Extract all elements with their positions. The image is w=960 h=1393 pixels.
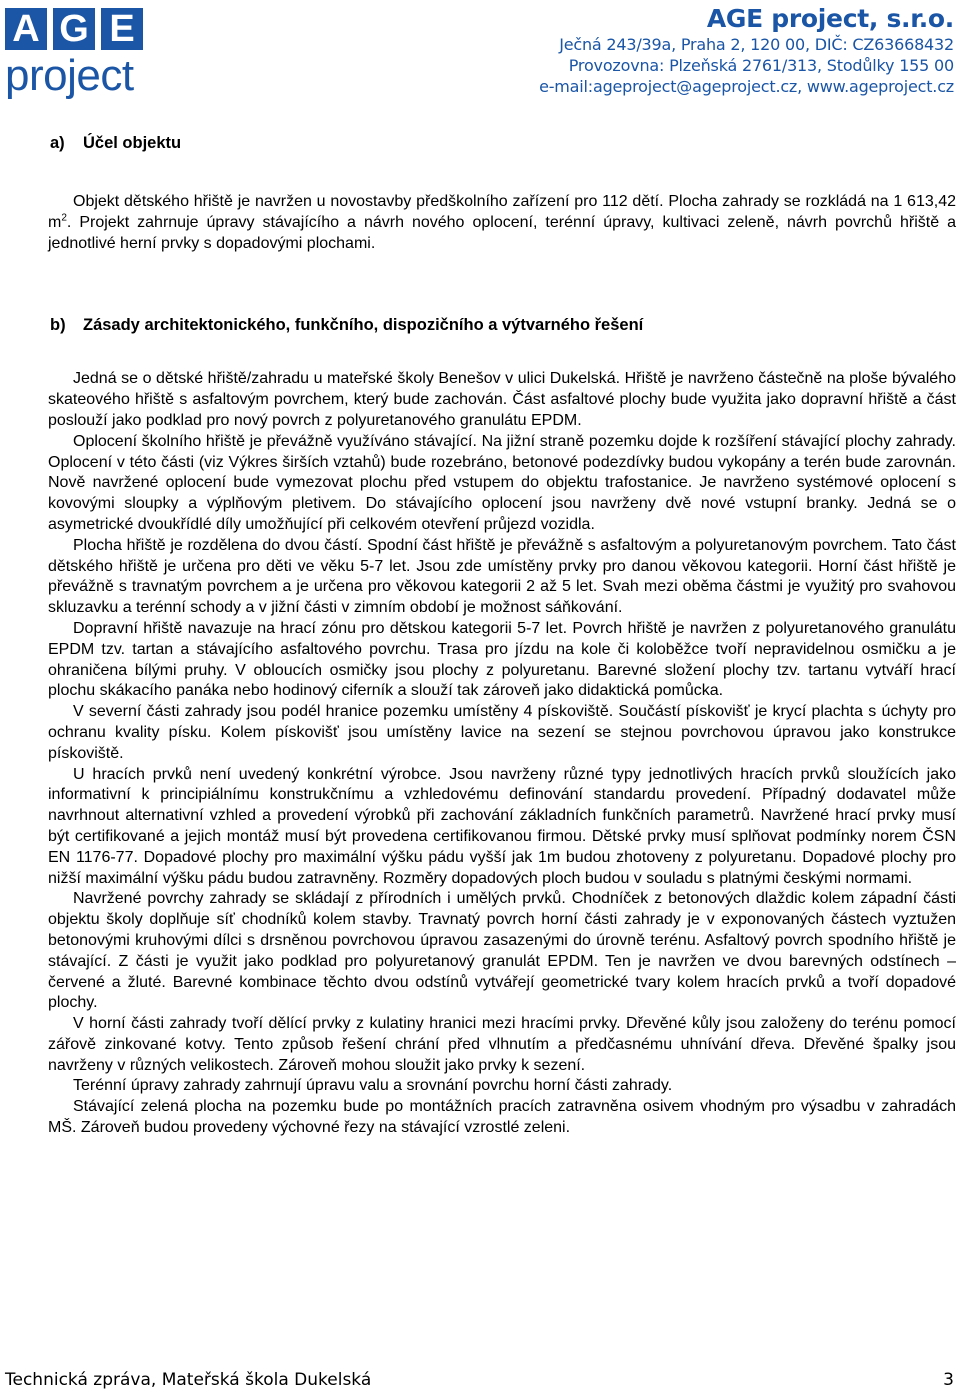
page-number: 3 — [943, 1370, 954, 1390]
company-branch: Provozovna: Plzeňská 2761/313, Stodůlky 155 00 — [568, 56, 954, 75]
paragraph-greenery: Stávající zelená plocha na pozemku bude po montážních pracích zatravněna osivem vhodným pro výsadbu v zahradách MŠ. Zároveň budou provedeny výchovné řezy na stávající vzrostlé zeleni. — [48, 1098, 956, 1137]
paragraph-fencing: Oplocení školního hřiště je převážně využíváno stávající. Na jižní straně pozemku dojde k rozšíření stávající plochy zahrady. Oplocení v této části (viz Výkres širších vztahů) bude rozebráno, betonové podezdívky budou vykopány a terén bude zarovnán. Nově navržené oplocení bude vymezovat plochu před vstupem do objektu trafostanice. Je navrženo systémové oplocení s kovovými sloupky a výplňovým pletivem. Do stávajícího oplocení jsou navrženy dvě nové vstupní branky. Jedná se o asymetrické dvoukřídlé díly umožňující při celkovém otevření průjezd vozidla. — [48, 432, 956, 533]
section-b-heading — [50, 316, 956, 335]
section-a-text-1: Objekt dětského hřiště je navržen u novostavby předškolního zařízení pro 112 dětí. Plocha zahrady se rozkládá na 1 613,42 m — [48, 193, 956, 231]
paragraph-sandpits: V severní části zahrady jsou podél hranice pozemku umístěny 4 pískoviště. Součástí pískovišť je krycí plachta s úchyty pro ochranu kvality písku. Kolem pískovišť jsou umístěny lavice na sezení se stejnou povrchovou úpravou jako konstrukce pískoviště. — [48, 703, 956, 762]
company-address: Ječná 243/39a, Praha 2, 120 00, DIČ: CZ63668432 — [559, 35, 954, 54]
logo-letter-boxes — [5, 8, 145, 50]
paragraph-traffic-playground: Dopravní hřiště navazuje na hrací zónu pro dětskou kategorii 5-7 let. Povrch hřiště je navržen z polyuretanového granulátu EPDM tzv. tartan a stávajícího asfaltového povrchu. Trasa pro jízdu na kole či koloběžce tvoří nepravidelnou osmičku a je ohraničena bílými pruhy. V obloucích osmičky jsou plochy z polyuretanu. Barevné složení plochy tzv. tartanu vytváří hrací plochu skákacího panáka nebo hodinový ciferník a slouží tak zároveň jako didaktická pomůcka. — [48, 619, 956, 700]
company-contact: e-mail:ageproject@ageproject.cz, www.ageproject.cz — [539, 77, 954, 96]
paragraph-surfaces: Navržené povrchy zahrady se skládají z přírodních i umělých prvků. Chodníček z betonových dlaždic kolem západní části objektu školy doplňuje síť chodníků kolem stavby. Travnatý povrch horní části zahrady je v exponovaných částech vyztužen betonovými kruhovými dílci s drsněnou povrchovou úpravou zasazenými do úrovně terénu. Asfaltový povrch spodního hřiště je stávající. Z části je využit jako podklad pro polyuretanový granulát EPDM. Ten je navržen ve dvou barevných odstínech – červené a žluté. Barevné kombinace těchto dvou odstínů vytvářejí geometrické tvary kolem hracích prvků a tvoří dopadové plochy. — [48, 890, 956, 1012]
section-a-text-2: . Projekt zahrnuje úpravy stávajícího a návrh nového oplocení, terénní úpravy, kultivaci zeleně, návrh povrchů hřiště a jednotlivé herní prvky s dopadovými plochami. — [48, 213, 956, 252]
company-logo — [5, 8, 145, 100]
document-body — [48, 134, 956, 1139]
footer-title: Technická zpráva, Mateřská škola Dukelská — [5, 1370, 372, 1390]
logo-letter-a: A — [5, 8, 47, 50]
section-a-title: Účel objektu — [83, 134, 182, 152]
section-b-marker: b) — [50, 316, 66, 335]
superscript-2: 2 — [61, 212, 67, 224]
company-info — [539, 4, 954, 97]
paragraph-playground-areas: Plocha hřiště je rozdělena do dvou částí. Spodní část hřiště je převážně s asfaltovým a polyuretanovým povrchem. Tato část dětského hřiště je určena pro děti ve věku 5-7 let. Jsou zde umístěny prvky pro danou věkovou kategorii. Horní část hřiště je převážně s travnatým povrchem a je určena pro věkovou kategorii 2 až 5 let. Svah mezi oběma částmi je využitý pro svahovou skluzavku a terénní schody a v jižní části v zimním období je možnost sáňkování. — [48, 536, 956, 617]
section-b-title: Zásady architektonického, funkčního, dispozičního a výtvarného řešení — [83, 316, 644, 335]
logo-letter-g: G — [53, 8, 95, 50]
paragraph-terrain: Terénní úpravy zahrady zahrnují úpravu valu a srovnání povrchu horní části zahrady. — [73, 1077, 673, 1095]
section-a-heading — [50, 134, 956, 156]
paragraph-play-elements: U hracích prvků není uvedený konkrétní výrobce. Jsou navrženy různé typy jednotlivých hracích prvků sloužících jako informativní k principiálnímu konstrukčnímu a vzhledovému definování standardu provedení. Případný dodavatel může navrhnout alternativní vzhled a provedení výrobků při zachování základních funkčních parametrů. Navržené hrací prvky musí být certifikované a jejich montáž musí být provedena certifikovanou firmou. Dětské prvky musí splňovat podmínky norem ČSN EN 1176-77. Dopadové plochy pro maximální výšku pádu vyšší jak 1m budou zhotoveny z polyuretanu. Dopadové plochy pro nižší maximální výšku pádu budou zatravněny. Rozměry dopadových ploch budou v souladu s platnými českými normami. — [48, 765, 956, 887]
logo-word: project — [5, 51, 134, 100]
section-a-paragraph — [48, 192, 956, 254]
company-name: AGE project, s.r.o. — [706, 4, 954, 33]
section-a-marker: a) — [50, 134, 65, 152]
logo-letter-e: E — [101, 8, 143, 50]
paragraph-wooden-elements: V horní části zahrady tvoří dělící prvky z kulatiny hranici mezi hracími prvky. Dřevěné kůly jsou založeny do terénu pomocí zářově zinkované kotvy. Tento způsob řešení chrání před vlhnutím a předčasnému uhnívání dřeva. Dřevěné špalky jsou navrženy v různých velikostech. Zároveň mohou sloužit jako prvky k sezení. — [48, 1015, 956, 1074]
paragraph-playground-location: Jedná se o dětské hřiště/zahradu u mateřské školy Benešov v ulici Dukelská. Hřiště je navrženo částečně na ploše bývalého skateového hřiště s asfaltovým povrchem, který bude zachován. Část asfaltové plochy bude využita jako dopravní hřiště a část poslouží jako podklad pro nový povrch z polyuretanového granulátu EPDM. — [48, 370, 956, 429]
